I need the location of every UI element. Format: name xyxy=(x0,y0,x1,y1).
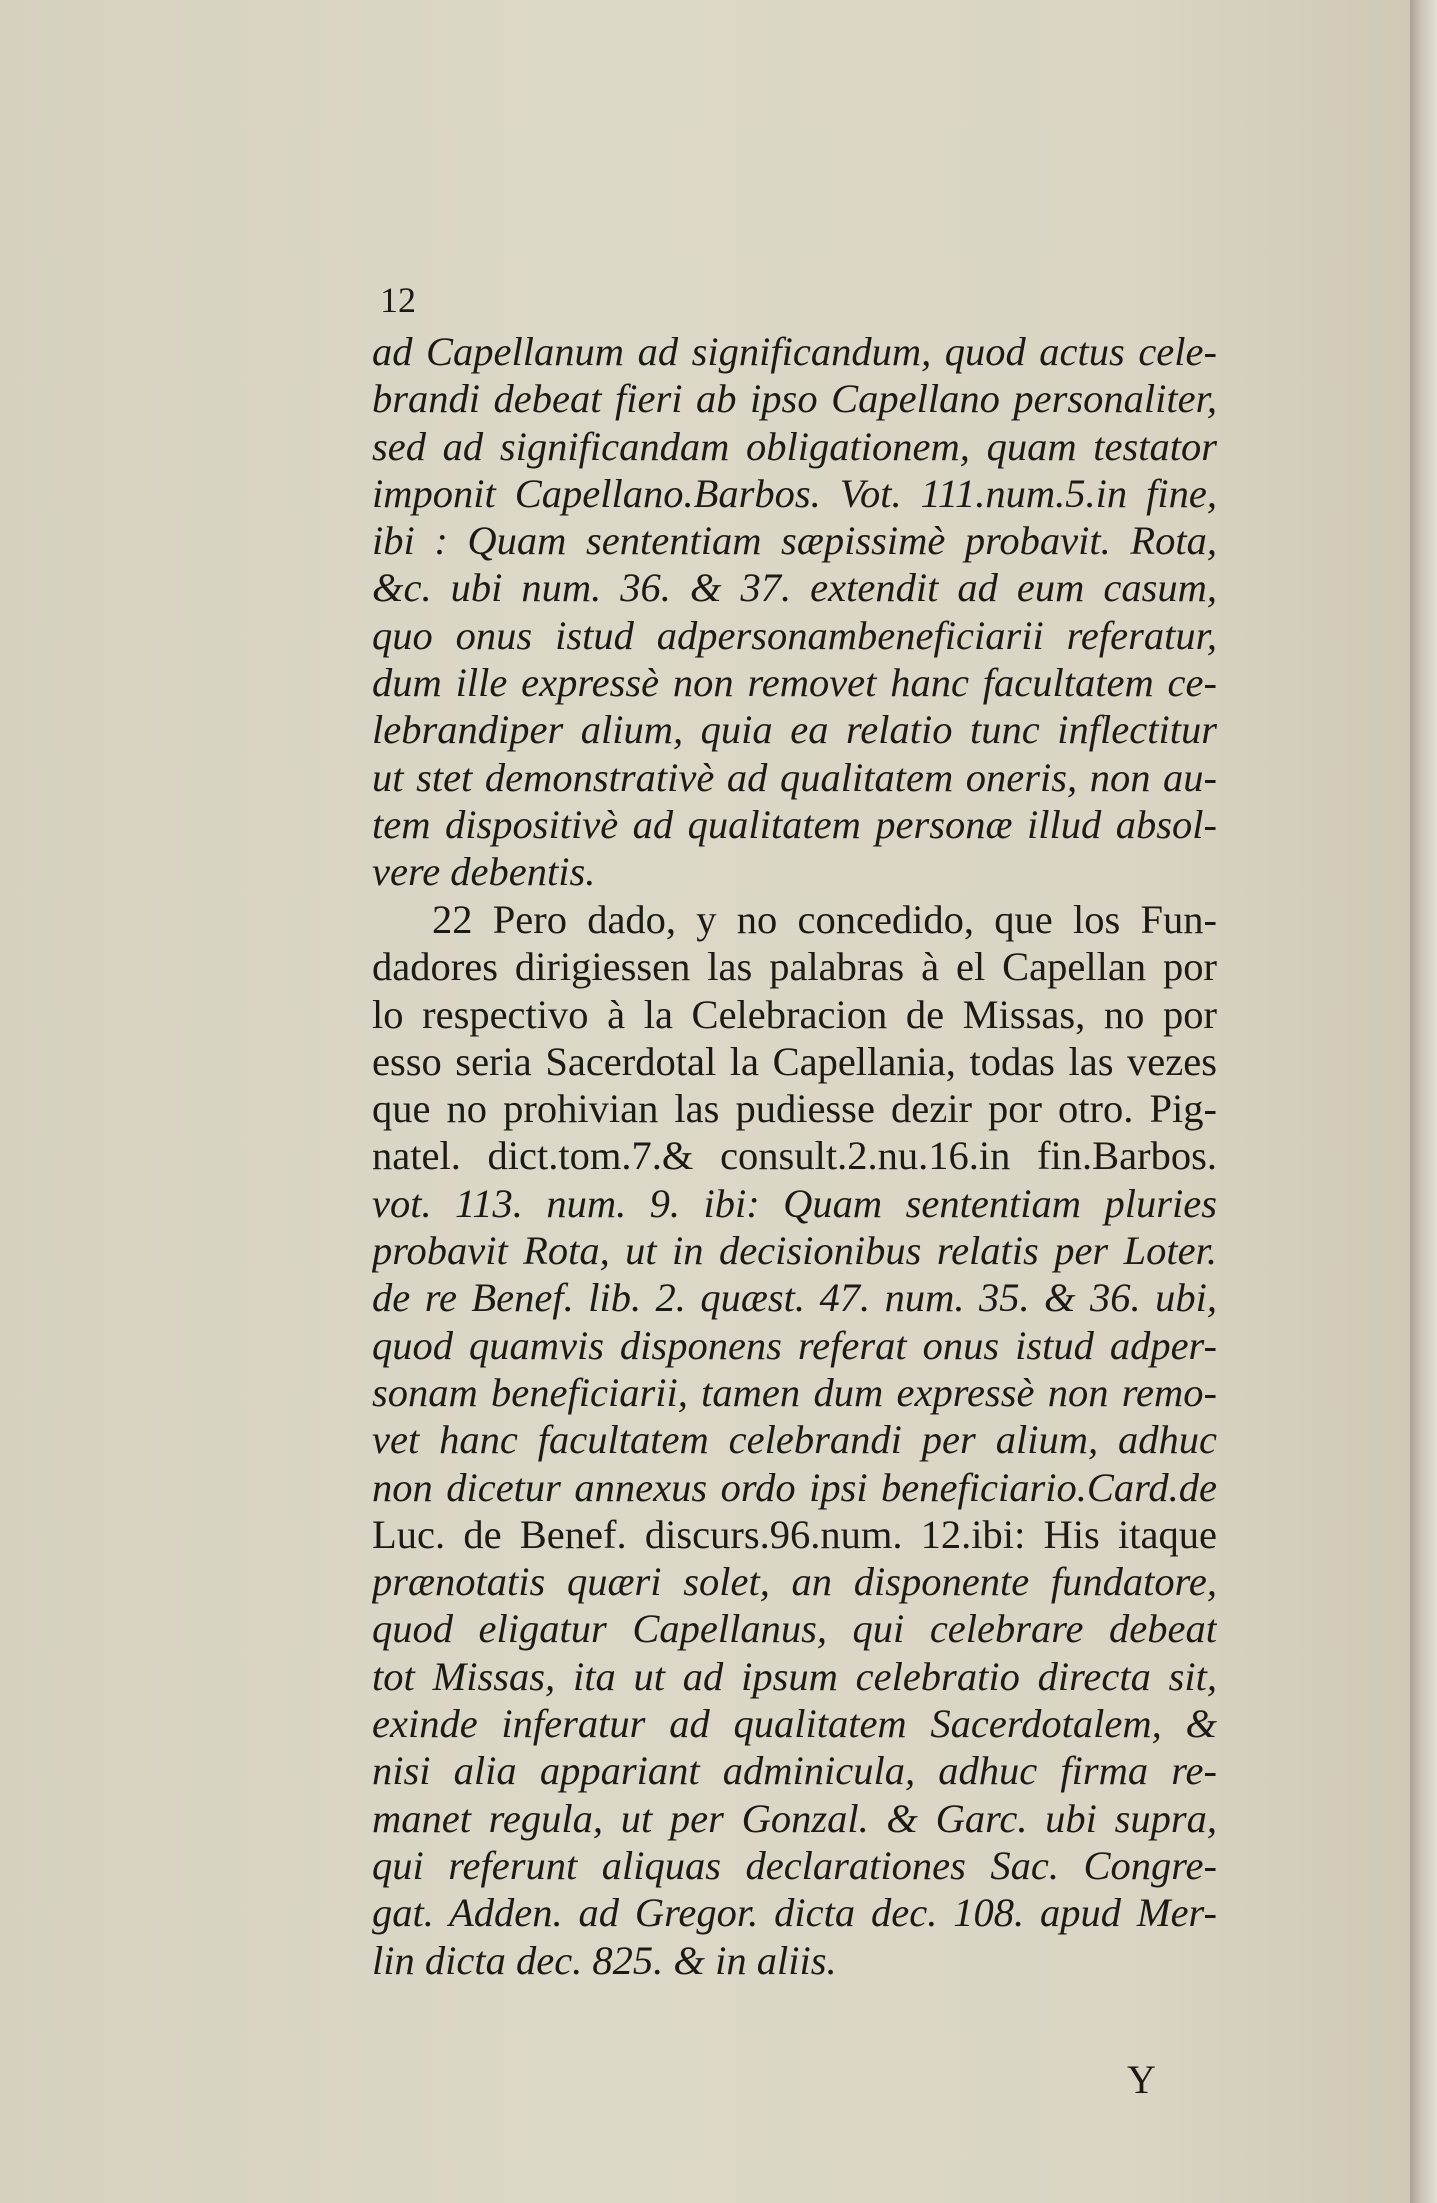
text-line: tot Missas, ita ut ad ipsum celebratio directa sit, xyxy=(372,1653,1217,1699)
page-edge xyxy=(1410,0,1437,2203)
text-line: quod quamvis disponens referat onus istud adper- xyxy=(372,1322,1217,1368)
text-line: lin dicta dec. 825. & in aliis. xyxy=(372,1937,837,1983)
text-line: de re Benef. lib. 2. quæst. 47. num. 35. & 36. ubi, xyxy=(372,1275,1217,1321)
text-line: dadores dirigiessen las palabras à el Capellan por xyxy=(372,944,1217,990)
text-line: non dicetur annexus ordo ipsi beneficiario.Card.de xyxy=(372,1464,1217,1510)
text-line: vet hanc facultatem celebrandi per alium, adhuc xyxy=(372,1417,1217,1463)
text-line: prænotatis quæri solet, an disponente fundatore, xyxy=(372,1559,1217,1605)
text-line: gat. Adden. ad Gregor. dicta dec. 108. apud Mer- xyxy=(372,1890,1217,1936)
text-line: lebrandiper alium, quia ea relatio tunc inflectitur xyxy=(372,707,1217,753)
text-line: ibi : Quam sententiam sæpissimè probavit. Rota, xyxy=(372,518,1217,564)
text-line: 22 Pero dado, y no concedido, que los Fun- xyxy=(432,897,1217,942)
text-line: ad Capellanum ad significandum, quod actus cele- xyxy=(372,329,1217,374)
text-line: ut stet demonstrativè ad qualitatem oneris, non au- xyxy=(372,754,1217,800)
text-line: quo onus istud adpersonambeneficiarii referatur, xyxy=(372,612,1217,658)
spanish-latin-paragraph xyxy=(372,896,1217,1984)
text-line: probavit Rota, ut in decisionibus relatis per Loter. xyxy=(372,1228,1217,1274)
latin-paragraph xyxy=(372,328,1217,896)
text-line: nisi alia appariant adminicula, adhuc firma re- xyxy=(372,1748,1217,1794)
text-line: Luc. de Benef. discurs.96.num. 12.ibi: His itaque xyxy=(372,1511,1217,1557)
text-line: manet regula, ut per Gonzal. & Garc. ubi supra, xyxy=(372,1795,1217,1841)
text-line: exinde inferatur ad qualitatem Sacerdotalem, & xyxy=(372,1701,1217,1747)
text-line: imponit Capellano.Barbos. Vot. 111.num.5.in fine, xyxy=(372,470,1217,516)
text-line: qui referunt aliquas declarationes Sac. Congre- xyxy=(372,1842,1217,1888)
text-line: tem dispositivè ad qualitatem personæ illud absol- xyxy=(372,801,1217,847)
text-line: sonam beneficiarii, tamen dum expressè non remo- xyxy=(372,1369,1217,1415)
page-number: 12 xyxy=(380,280,416,320)
text-line: vot. 113. num. 9. ibi: Quam sententiam pluries xyxy=(372,1180,1217,1226)
text-line: sed ad significandam obligationem, quam testator xyxy=(372,423,1217,469)
text-line: natel. dict.tom.7.& consult.2.nu.16.in fin.Barbos. xyxy=(372,1133,1217,1179)
text-line: brandi debeat fieri ab ipso Capellano personaliter, xyxy=(372,376,1217,422)
text-line: quod eligatur Capellanus, qui celebrare debeat xyxy=(372,1606,1217,1652)
signature-mark: Y xyxy=(1127,2057,1156,2102)
text-line: &c. ubi num. 36. & 37. extendit ad eum casum, xyxy=(372,565,1217,611)
text-line: lo respectivo à la Celebracion de Missas, no por xyxy=(372,991,1217,1037)
text-line: esso seria Sacerdotal la Capellania, todas las vezes xyxy=(372,1038,1217,1084)
text-line: que no prohivian las pudiesse dezir por otro. Pig- xyxy=(372,1086,1217,1132)
text-line: dum ille expressè non removet hanc facultatem ce- xyxy=(372,660,1217,706)
text-line: vere debentis. xyxy=(372,849,596,895)
